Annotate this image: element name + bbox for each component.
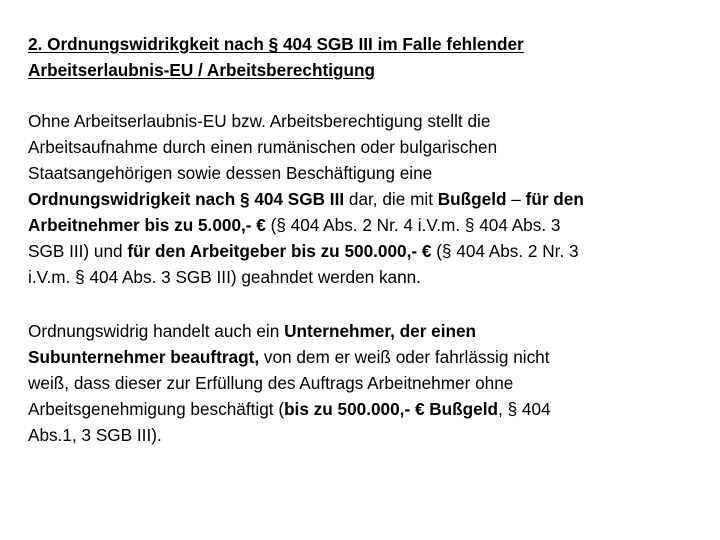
paragraph2-line-4: Arbeitsgenehmigung beschäftigt (bis zu 500.000,- € Bußgeld, § 404 [28, 399, 551, 419]
paragraph1-line-4: Ordnungswidrigkeit nach § 404 SGB III dar, die mit Bußgeld – für den [28, 189, 584, 209]
paragraph-penalty-rules [28, 108, 696, 290]
paragraph2-line-5: Abs.1, 3 SGB III). [28, 425, 162, 445]
paragraph1-line-6: SGB III) und für den Arbeitgeber bis zu 500.000,- € (§ 404 Abs. 2 Nr. 3 [28, 241, 579, 261]
subcontractor-fine: bis zu 500.000,- € Bußgeld [284, 399, 499, 419]
contractor-term: Unternehmer, der einen [284, 321, 477, 341]
heading-line-2: Arbeitserlaubnis-EU / Arbeitsberechtigung [28, 60, 375, 80]
offense-term: Ordnungswidrigkeit nach § 404 SGB III [28, 189, 345, 209]
paragraph2-line-1: Ordnungswidrig handelt auch ein Unternehmer, der einen [28, 321, 477, 341]
paragraph1-line-7: i.V.m. § 404 Abs. 3 SGB III) geahndet werden kann. [28, 267, 422, 287]
slide-heading [28, 31, 698, 83]
employer-fine: für den Arbeitgeber bis zu 500.000,- € [127, 241, 432, 261]
paragraph1-line-1: Ohne Arbeitserlaubnis-EU bzw. Arbeitsberechtigung stellt die [28, 111, 491, 131]
paragraph2-line-3: weiß, dass dieser zur Erfüllung des Auftrags Arbeitnehmer ohne [28, 373, 514, 393]
paragraph1-line-2: Arbeitsaufnahme durch einen rumänischen oder bulgarischen [28, 137, 498, 157]
subcontractor-term: Subunternehmer beauftragt, [28, 347, 260, 367]
paragraph-subcontractor [28, 318, 696, 448]
paragraph1-line-5: Arbeitnehmer bis zu 5.000,- € (§ 404 Abs. 2 Nr. 4 i.V.m. § 404 Abs. 3 [28, 215, 561, 235]
paragraph2-line-2: Subunternehmer beauftragt, von dem er weiß oder fahrlässig nicht [28, 347, 550, 367]
heading-line-1: 2. Ordnungswidrikgkeit nach § 404 SGB III im Falle fehlender [28, 34, 524, 54]
employee-fine: Arbeitnehmer bis zu 5.000,- € [28, 215, 266, 235]
fine-term: Bußgeld [437, 189, 507, 209]
paragraph1-line-3: Staatsangehörigen sowie dessen Beschäftigung eine [28, 163, 433, 183]
